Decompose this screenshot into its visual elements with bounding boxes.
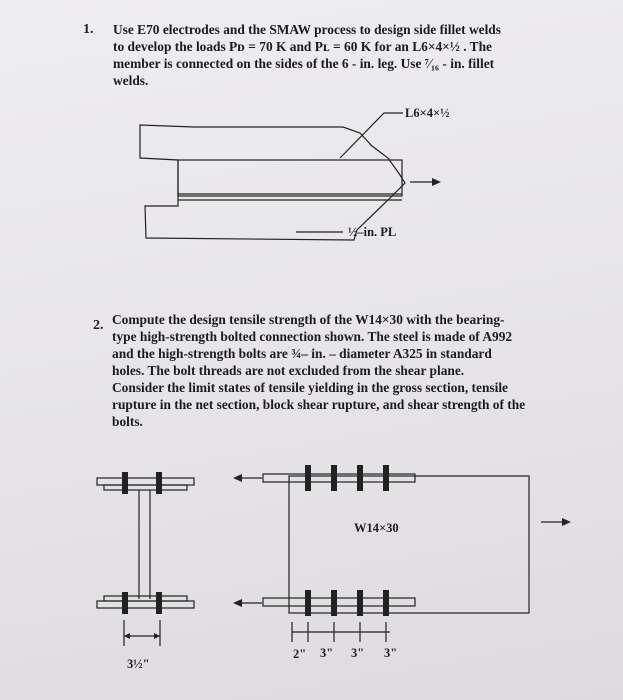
w14-member: [289, 476, 529, 613]
bolt: [305, 590, 311, 616]
problem-1-line: to develop the loads Pᴅ = 70 K and Pʟ = 60 K for an L6×4×½ . The: [113, 39, 492, 54]
bottom-plan-splice-plate: [263, 598, 415, 606]
bolt: [383, 590, 389, 616]
member-label: W14×30: [354, 521, 399, 535]
problem-1-line: member is connected on the sides of the 6 - in. leg. Use ⁷⁄₁₆ - in. fillet: [113, 56, 495, 71]
problem-1-number: 1.: [83, 22, 94, 37]
bolt: [305, 465, 311, 491]
bolt: [331, 465, 337, 491]
bolt: [331, 590, 337, 616]
problem-1-line: Use E70 electrodes and the SMAW process to design side fillet welds: [113, 22, 501, 37]
gauge-dimension: 3½": [127, 657, 150, 671]
top-plan-splice-plate: [263, 474, 415, 482]
spacing-dimension: 3": [320, 646, 334, 660]
problem-2-line: holes. The bolt threads are not excluded from the shear plane.: [112, 363, 465, 378]
plate-label: ½–in. PL: [348, 225, 397, 239]
bolt: [383, 465, 389, 491]
problem-2-line: rupture in the net section, block shear rupture, and shear strength of the: [112, 397, 526, 412]
spacing-dimension: 3": [384, 646, 398, 660]
problem-2-line: and the high-strength bolts are ¾– in. – diameter A325 in standard: [112, 346, 492, 361]
spacing-dimension: 3": [351, 646, 365, 660]
bolt: [357, 465, 363, 491]
spacing-dimension: 2": [293, 647, 307, 661]
problem-2-line: Compute the design tensile strength of the W14×30 with the bearing-: [112, 312, 505, 327]
problem-2-line: bolts.: [112, 414, 143, 429]
problem-1-line: welds.: [113, 73, 149, 88]
angle-label: L6×4×½: [405, 106, 450, 120]
problem-2-line: type high-strength bolted connection shown. The steel is made of A992: [112, 329, 513, 344]
bolt: [357, 590, 363, 616]
problem-2-number: 2.: [93, 318, 104, 333]
problem-2-line: Consider the limit states of tensile yielding in the gross section, tensile: [112, 380, 508, 395]
